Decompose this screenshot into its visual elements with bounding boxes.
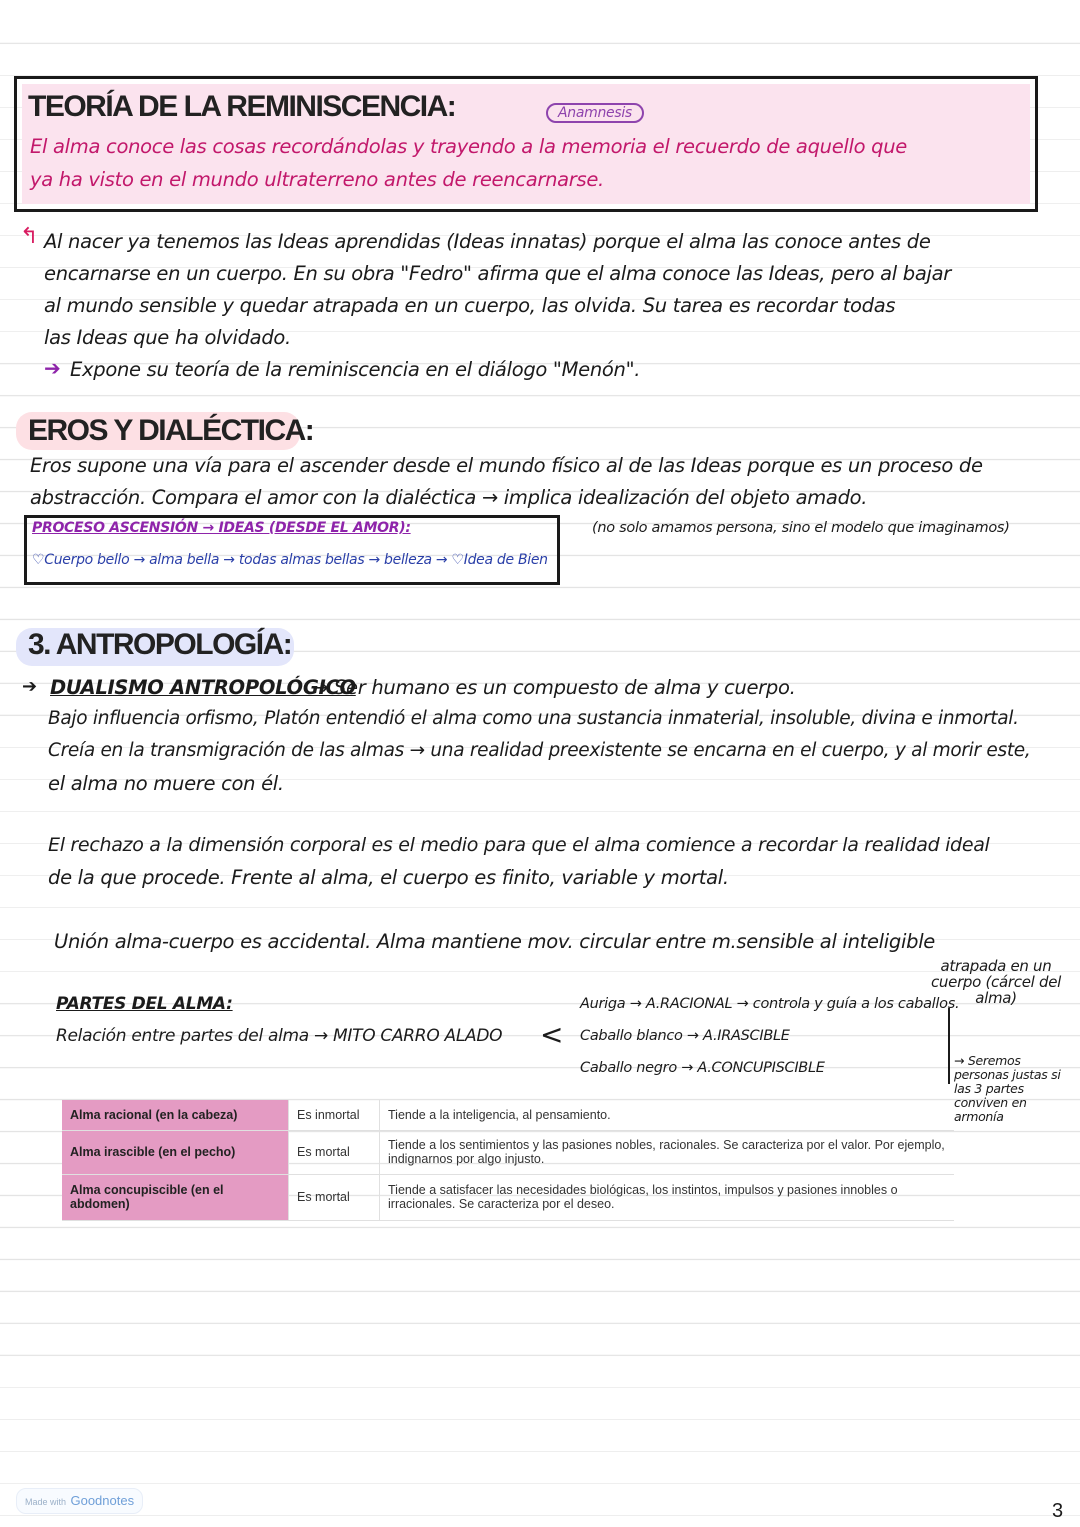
antropologia-p2-line-1: El rechazo a la dimensión corporal es el medio para que el alma comience a recordar la realidad ideal (48, 834, 990, 856)
paragraph-line-2: encarnarse en un cuerpo. En su obra "Fedro" afirma que el alma conoce las Ideas, pero al bajar (44, 262, 952, 285)
paragraph-line-4: las Ideas que ha olvidado. (44, 326, 291, 349)
table-cell-parte: Alma irascible (en el pecho) (62, 1130, 289, 1174)
caballo-negro-text: Caballo negro → A.CONCUPISCIBLE (580, 1060, 825, 1076)
eros-line-1: Eros supone una vía para el ascender desde el mundo físico al de las Ideas porque es un proceso de (30, 454, 983, 477)
table-row (62, 1100, 954, 1130)
heading-reminiscencia: TEORÍA DE LA REMINISCENCIA: (28, 90, 456, 123)
dualismo-label: DUALISMO ANTROPOLÓGICO (50, 676, 356, 699)
branch-brace-icon: < (540, 1018, 564, 1051)
definition-line-2: ya ha visto en el mundo ultraterreno antes de reencarnarse. (30, 168, 604, 191)
relacion-text: Relación entre partes del alma → MITO CARRO ALADO (56, 1026, 503, 1046)
table-row (62, 1174, 954, 1220)
seremos-note: → Seremos personas justas si las 3 partes conviven en armonía (954, 1053, 1061, 1124)
heading-antropologia: 3. ANTROPOLOGÍA: (28, 628, 292, 661)
paragraph-line-3: al mundo sensible y quedar atrapada en un cuerpo, las olvida. Su tarea es recordar todas (44, 294, 896, 317)
antropologia-p1-line-2: Creía en la transmigración de las almas → una realidad preexistente se encarna en el cuerpo, y al morir este, (48, 740, 1031, 761)
caballo-blanco-text: Caballo blanco → A.IRASCIBLE (580, 1028, 790, 1044)
goodnotes-badge[interactable] (16, 1488, 143, 1514)
paragraph-line-1: Al nacer ya tenemos las Ideas aprendidas (Ideas innatas) porque el alma las conoce antes de (44, 230, 931, 253)
table-cell-estado: Es mortal (289, 1130, 380, 1174)
table-cell-descripcion: Tiende a los sentimientos y las pasiones nobles, racionales. Se caracteriza por el valor. Por ejemplo, indignarnos por algo injusto. (380, 1130, 955, 1174)
ascension-title: PROCESO ASCENSIÓN → IDEAS (DESDE EL AMOR): (32, 520, 411, 536)
page-number: 3 (1052, 1500, 1064, 1522)
table-cell-estado: Es mortal (289, 1174, 380, 1220)
definition-line-1: El alma conoce las cosas recordándolas y trayendo a la memoria el recuerdo de aquello que (30, 135, 908, 158)
table-cell-descripcion: Tiende a la inteligencia, al pensamiento. (380, 1100, 955, 1130)
table-cell-parte: Alma concupiscible (en el abdomen) (62, 1174, 289, 1220)
table-row (62, 1130, 954, 1174)
table-cell-descripcion: Tiende a satisfacer las necesidades biológicas, los instintos, impulsos y pasiones innobles o irracionales. Se caracteriza por el deseo. (380, 1174, 955, 1220)
auriga-text: Auriga → A.RACIONAL → controla y guía a los caballos. (580, 996, 960, 1012)
partes-alma-table (62, 1100, 954, 1221)
antropologia-p2-line-2: de la que procede. Frente al alma, el cuerpo es finito, variable y mortal. (48, 866, 729, 889)
bracket-divider (940, 1008, 950, 1084)
dualismo-text: → Ser humano es un compuesto de alma y cuerpo. (312, 676, 796, 699)
eros-note: (no solo amamos persona, sino el modelo que imaginamos) (592, 520, 1010, 536)
atrapada-note: atrapada en un cuerpo (cárcel del alma) (930, 957, 1061, 1007)
arrow-right-icon: ➔ (44, 356, 61, 380)
antropologia-p1-line-3: el alma no muere con él. (48, 772, 284, 795)
paragraph-line-5: Expone su teoría de la reminiscencia en el diálogo "Menón". (70, 358, 641, 381)
heading-eros: EROS Y DIALÉCTICA: (28, 414, 314, 447)
ascension-chain: ♡Cuerpo bello → alma bella → todas almas bellas → belleza → ♡Idea de Bien (32, 552, 548, 568)
antropologia-p3-line-1: Unión alma-cuerpo es accidental. Alma mantiene mov. circular entre m.sensible al inteligible (54, 930, 936, 953)
arrow-right-icon: ➔ (22, 676, 38, 697)
goodnotes-brand: Goodnotes (70, 1493, 135, 1508)
partes-title: PARTES DEL ALMA: (56, 994, 233, 1014)
arrow-up-left-icon: ↰ (20, 224, 39, 249)
anamnesis-bubble: Anamnesis (546, 103, 644, 123)
table-cell-estado: Es inmortal (289, 1100, 380, 1130)
made-with-label: Made with (25, 1497, 67, 1507)
table-cell-parte: Alma racional (en la cabeza) (62, 1100, 289, 1130)
eros-line-2: abstracción. Compara el amor con la dialéctica → implica idealización del objeto amado. (30, 486, 868, 509)
antropologia-p1-line-1: Bajo influencia orfismo, Platón entendió el alma como una sustancia inmaterial, insoluble, divina e inmortal. (48, 708, 1019, 729)
